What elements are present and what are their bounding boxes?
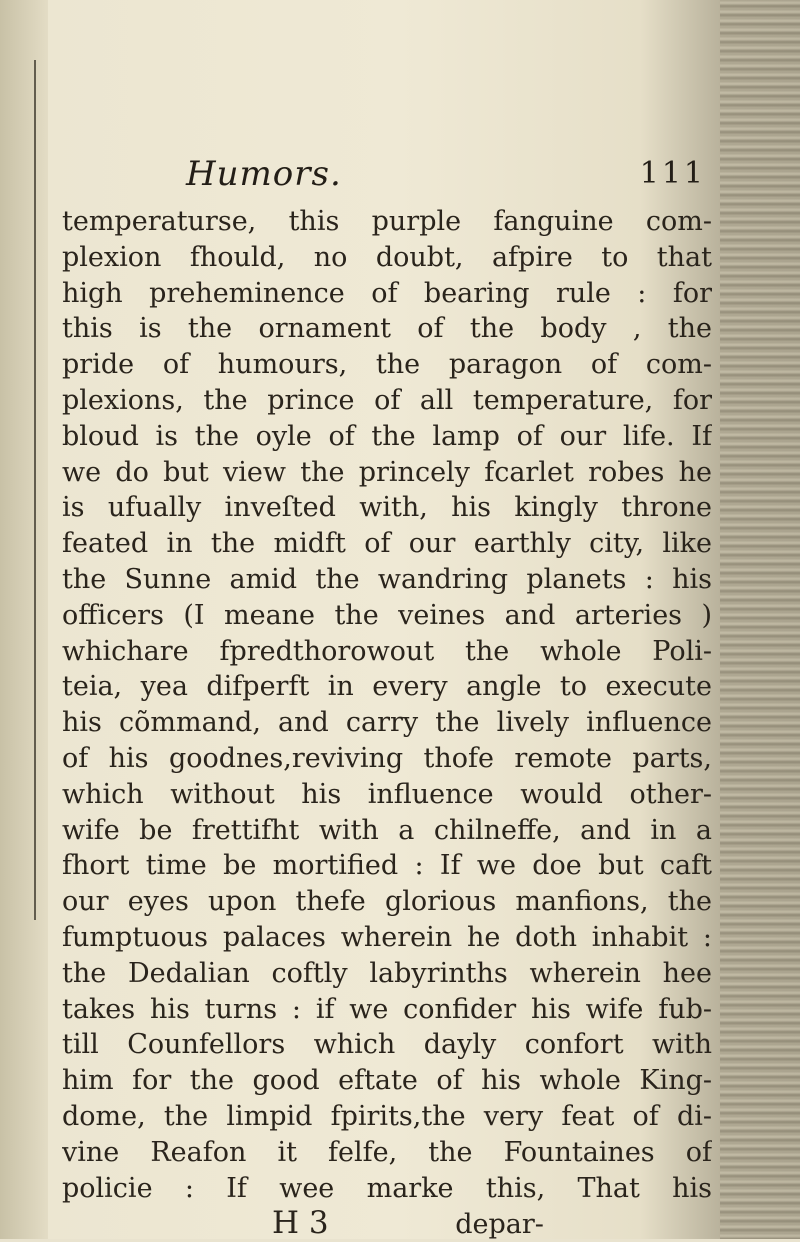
text-line: of his goodnes,reviving thofe remote parts, xyxy=(62,742,712,774)
page-gutter xyxy=(0,0,48,1239)
text-line: till Counfellors which dayly confort with xyxy=(62,1029,712,1061)
text-line: policie : If wee marke this, That his xyxy=(62,1172,712,1204)
text-line: teia, yea difperft in every angle to execute xyxy=(62,671,712,703)
text-line: dome, the limpid fpirits,the very feat of di- xyxy=(62,1100,712,1132)
text-line: fumptuous palaces wherein he doth inhabit : xyxy=(62,921,712,953)
text-line: high preheminence of bearing rule : for xyxy=(62,277,712,309)
page-header xyxy=(186,154,706,198)
text-line: plexions, the prince of all temperature, for xyxy=(62,384,712,416)
text-line: him for the good eftate of his whole King- xyxy=(62,1065,712,1097)
text-line: pride of humours, the paragon of com- xyxy=(62,349,712,381)
text-line: takes his turns : if we confider his wife fub- xyxy=(62,993,712,1025)
text-line: temperaturse, this purple fanguine com- xyxy=(62,206,712,237)
text-line: our eyes upon thefe glorious manfions, the xyxy=(62,886,712,918)
text-line: his cõmmand, and carry the lively influence xyxy=(62,707,712,739)
running-title: Humors. xyxy=(186,154,342,194)
text-line: wife be frettifht with a chilneffe, and in a xyxy=(62,814,712,846)
text-line: vine Reafon it felfe, the Fountaines of xyxy=(62,1136,712,1168)
text-line: feated in the midft of our earthly city, like xyxy=(62,528,712,560)
text-line: whichare fpredthorowout the whole Poli- xyxy=(62,635,712,667)
text-line: plexion fhould, no doubt, afpire to that xyxy=(62,241,712,273)
text-line: we do but view the princely fcarlet robes he xyxy=(62,456,712,488)
text-line: is ufually inveſted with, his kingly throne xyxy=(62,492,712,524)
text-line: fhort time be mortified : If we doe but caft xyxy=(62,850,712,882)
text-line: the Sunne amid the wandring planets : his xyxy=(62,563,712,595)
text-line: this is the ornament of the body , the xyxy=(62,313,712,345)
text-line: the Dedalian coftly labyrinths wherein hee xyxy=(62,957,712,989)
text-line: bloud is the oyle of the lamp of our life. If xyxy=(62,420,712,452)
page-number: 111 xyxy=(639,156,706,191)
text-line: which without his influence would other- xyxy=(62,778,712,810)
signature-mark: H 3 xyxy=(272,1206,329,1242)
catchword: depar- xyxy=(455,1209,544,1241)
body-text xyxy=(62,204,712,1242)
binding-edge-line xyxy=(34,60,36,920)
page-edge-stack xyxy=(720,0,800,1239)
text-line: officers (I meane the veines and arteries ) xyxy=(62,599,712,631)
catch-line xyxy=(62,1206,712,1242)
